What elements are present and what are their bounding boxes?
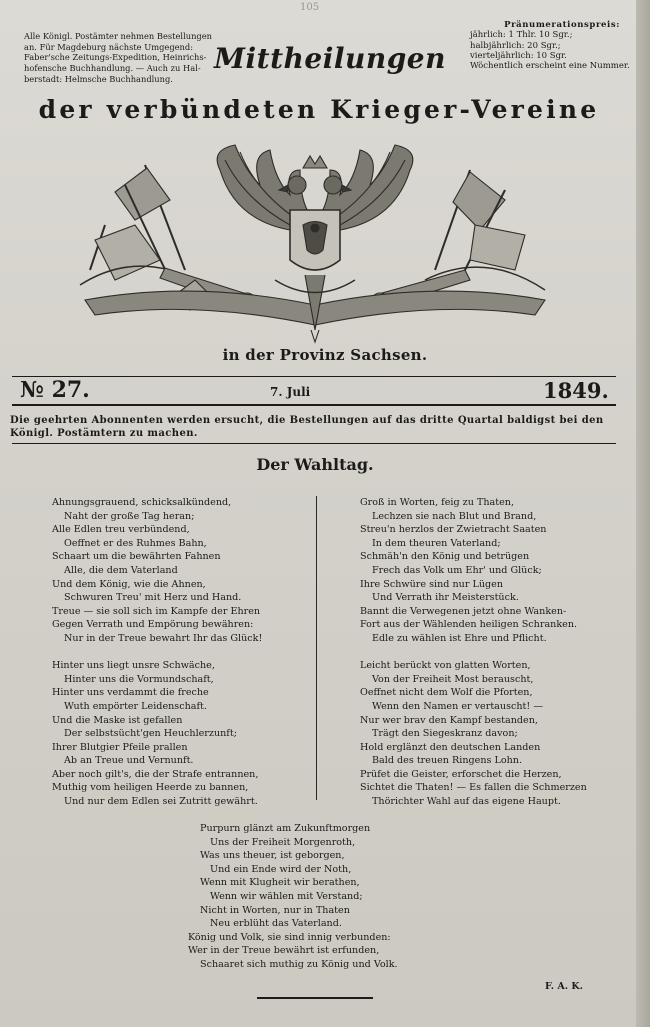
subscription-line: Alle Königl. Postämter nehmen Bestellungen bbox=[24, 31, 212, 41]
poem-line: Oeffnet nicht dem Wolf die Pforten, bbox=[360, 687, 533, 699]
poem-line: Und dem König, wie die Ahnen, bbox=[52, 578, 206, 590]
poem-line: Trägt den Siegeskranz davon; bbox=[372, 728, 518, 740]
poem-line: Und nur dem Edlen sei Zutritt gewährt. bbox=[64, 796, 258, 808]
page-edge bbox=[636, 0, 650, 1027]
poem-line: Schmäh'n den König und betrügen bbox=[360, 551, 530, 563]
poem-line: Hinter uns verdammt die freche bbox=[52, 687, 209, 699]
price-line: jährlich: 1 Thlr. 10 Sgr.; bbox=[470, 30, 573, 41]
poem-line: Sichtet die Thaten! — Es fallen die Schmerzen bbox=[360, 782, 587, 794]
poem-line: Streu'n herzlos der Zwietracht Saaten bbox=[360, 524, 547, 536]
subscription-info bbox=[24, 31, 212, 85]
poem-line: Ahnungsgrauend, schicksalkündend, bbox=[52, 497, 232, 508]
poem-line: Schaart um die bewährten Fahnen bbox=[52, 551, 221, 563]
poem-line: Alle Edlen treu verbündend, bbox=[52, 524, 190, 536]
poem-left-column bbox=[52, 496, 302, 809]
poem-line: Edle zu wählen ist Ehre und Pflicht. bbox=[372, 632, 547, 644]
poem-title: Der Wahltag. bbox=[256, 455, 374, 474]
poem-line: Ab an Treue und Vernunft. bbox=[64, 755, 194, 767]
poem-line: Von der Freiheit Most berauscht, bbox=[372, 673, 534, 685]
top-rule bbox=[12, 376, 616, 377]
poem-line: Der selbstsücht'gen Heuchlerzunft; bbox=[64, 728, 237, 740]
issue-rule bbox=[12, 404, 616, 406]
poem-line: Hinter uns die Vormundschaft, bbox=[64, 673, 214, 685]
price-line: vierteljährlich: 10 Sgr. bbox=[470, 50, 567, 61]
masthead-title-line2: der verbündeten Krieger-Vereine bbox=[38, 95, 600, 124]
poem-line: Und ein Ende wird der Noth, bbox=[210, 863, 352, 875]
poem-line: Wuth empörter Leidenschaft. bbox=[64, 700, 207, 712]
subscription-line: an. Für Magdeburg nächste Umgegend: bbox=[24, 41, 193, 52]
notice-rule bbox=[12, 443, 616, 444]
poem-line: Naht der große Tag heran; bbox=[64, 510, 195, 522]
page-number: 105 bbox=[300, 2, 320, 13]
notice-line: Die geehrten Abonnenten werden ersucht, die Bestellungen auf das dritte Quartal baldigst bei den bbox=[10, 415, 604, 426]
poem-line: Hinter uns liegt unsre Schwäche, bbox=[52, 660, 215, 672]
poem-line: Frech das Volk um Ehr' und Glück; bbox=[372, 564, 542, 576]
poem-line: Purpurn glänzt am Zukunftmorgen bbox=[200, 823, 371, 834]
author-signature: F. A. K. bbox=[545, 981, 583, 992]
price-info bbox=[470, 20, 630, 72]
end-rule bbox=[257, 997, 373, 999]
poem-line: Und die Maske ist gefallen bbox=[52, 714, 183, 726]
poem-line: Nur in der Treue bewahrt Ihr das Glück! bbox=[64, 632, 263, 644]
poem-line: Wenn den Namen er vertauscht! — bbox=[372, 700, 543, 712]
price-line: Wöchentlich erscheint eine Nummer. bbox=[470, 61, 630, 72]
poem-line: Thörichter Wahl auf das eigene Haupt. bbox=[372, 796, 561, 808]
subscription-line: Faber'sche Zeitungs-Expedition, Heinrichs- bbox=[24, 52, 207, 63]
poem-line: Nicht in Worten, nur in Thaten bbox=[200, 904, 350, 916]
issue-date: 7. Juli bbox=[270, 385, 311, 399]
poem-line: Oeffnet er des Ruhmes Bahn, bbox=[64, 537, 207, 549]
notice-line: Königl. Postämtern zu machen. bbox=[10, 428, 198, 439]
column-divider bbox=[316, 496, 317, 800]
issue-year: 1849. bbox=[543, 378, 609, 403]
poem-line: Neu erblüht das Vaterland. bbox=[210, 918, 342, 930]
poem-line: Ihrer Blutgier Pfeile prallen bbox=[52, 741, 188, 753]
poem-line: Wer in der Treue bewährt ist erfunden, bbox=[188, 945, 380, 957]
poem-line: Ihre Schwüre sind nur Lügen bbox=[360, 578, 504, 590]
issue-number: № 27. bbox=[20, 377, 90, 403]
poem-line: Bald des treuen Ringens Lohn. bbox=[372, 755, 523, 767]
subscriber-notice bbox=[10, 414, 618, 440]
poem-line: Prüfet die Geister, erforschet die Herzen, bbox=[360, 768, 562, 780]
poem-line: Nur wer brav den Kampf bestanden, bbox=[360, 714, 538, 726]
poem-line bbox=[360, 646, 610, 660]
poem-line: In dem theuren Vaterland; bbox=[372, 537, 501, 549]
poem-line: Bannt die Verwegenen jetzt ohne Wanken- bbox=[360, 605, 567, 617]
price-heading: Pränumerationspreis: bbox=[504, 20, 620, 30]
poem-line: Schaaret sich muthig zu König und Volk. bbox=[200, 958, 398, 970]
poem-line: Leicht berückt von glatten Worten, bbox=[360, 660, 531, 672]
poem-line: Und Verrath ihr Meisterstück. bbox=[372, 592, 519, 604]
poem-line: Was uns theuer, ist geborgen, bbox=[200, 850, 345, 862]
poem-line: Groß in Worten, feig zu Thaten, bbox=[360, 497, 514, 508]
poem-line bbox=[52, 646, 302, 660]
poem-line: Gegen Verrath und Empörung bewähren: bbox=[52, 619, 254, 631]
poem-line: Schwuren Treu' mit Herz und Hand. bbox=[64, 592, 242, 604]
price-line: halbjährlich: 20 Sgr.; bbox=[470, 40, 561, 51]
poem-line: Muthig vom heiligen Heerde zu bannen, bbox=[52, 782, 249, 794]
poem-line: Fort aus der Wählenden heiligen Schranken. bbox=[360, 619, 578, 631]
subscription-line: hofensche Buchhandlung. — Auch zu Hal- bbox=[24, 63, 201, 74]
double-headed-eagle-emblem bbox=[75, 130, 555, 345]
masthead-subtitle: in der Provinz Sachsen. bbox=[222, 346, 428, 364]
masthead-title: Mittheilungen bbox=[214, 42, 446, 75]
poem-line: Alle, die dem Vaterland bbox=[64, 564, 178, 576]
poem-line: Treue — sie soll sich im Kampfe der Ehren bbox=[52, 605, 261, 617]
poem-line: Lechzen sie nach Blut und Brand, bbox=[372, 510, 537, 522]
poem-final-stanza bbox=[188, 822, 468, 972]
poem-line: Uns der Freiheit Morgenroth, bbox=[210, 836, 356, 848]
poem-line: Wenn wir wählen mit Verstand; bbox=[210, 890, 363, 902]
poem-line: Wenn mit Klugheit wir berathen, bbox=[200, 877, 360, 889]
subscription-line: berstadt: Helmsche Buchhandlung. bbox=[24, 73, 173, 84]
poem-line: König und Volk, sie sind innig verbunden: bbox=[188, 931, 391, 943]
poem-line: Hold erglänzt den deutschen Landen bbox=[360, 741, 541, 753]
poem-right-column bbox=[360, 496, 610, 809]
poem-line: Aber noch gilt's, die der Strafe entrannen, bbox=[52, 768, 259, 780]
